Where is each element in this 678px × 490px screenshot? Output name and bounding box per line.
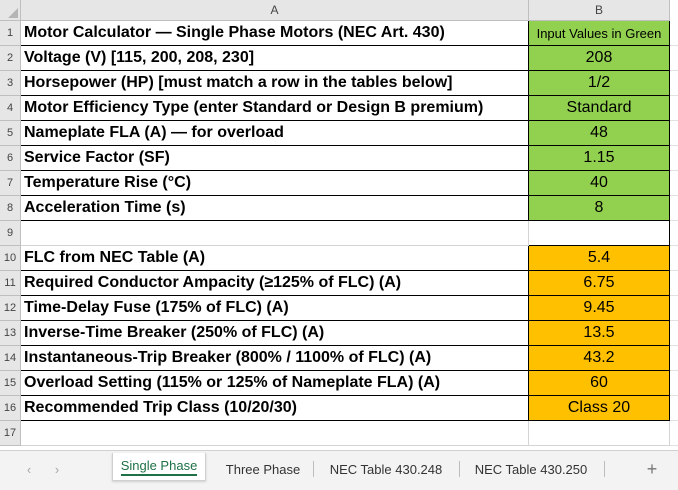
label-cell[interactable]: Overload Setting (115% or 125% of Nameplate FLA) (A) bbox=[21, 371, 529, 396]
table-row bbox=[0, 421, 678, 446]
input-value-cell[interactable]: Standard bbox=[529, 96, 670, 121]
row-number[interactable]: 14 bbox=[0, 346, 21, 371]
row-number[interactable]: 1 bbox=[0, 21, 21, 46]
row-number[interactable]: 6 bbox=[0, 146, 21, 171]
label-cell[interactable]: Service Factor (SF) bbox=[21, 146, 529, 171]
value-cell[interactable] bbox=[529, 421, 670, 446]
column-header-row bbox=[0, 0, 678, 21]
label-cell[interactable]: Motor Calculator — Single Phase Motors (NEC Art. 430) bbox=[21, 21, 529, 46]
label-cell[interactable]: Horsepower (HP) [must match a row in the tables below] bbox=[21, 71, 529, 96]
tab-three-phase[interactable] bbox=[220, 457, 306, 481]
input-value-cell[interactable]: 40 bbox=[529, 171, 670, 196]
empty-cell[interactable] bbox=[670, 346, 678, 371]
row-number[interactable]: 10 bbox=[0, 246, 21, 271]
tab-separator bbox=[313, 461, 314, 477]
value-cell[interactable] bbox=[529, 221, 670, 246]
row-number[interactable]: 7 bbox=[0, 171, 21, 196]
chevron-left-icon[interactable]: ‹ bbox=[26, 461, 32, 477]
label-cell[interactable] bbox=[21, 221, 529, 246]
tab-single-phase[interactable] bbox=[112, 453, 206, 481]
input-value-cell[interactable]: 8 bbox=[529, 196, 670, 221]
table-row bbox=[0, 396, 678, 421]
tab-nec-table-430-250[interactable] bbox=[465, 457, 597, 481]
row-number[interactable]: 16 bbox=[0, 396, 21, 421]
table-row bbox=[0, 196, 678, 221]
chevron-right-icon[interactable]: › bbox=[54, 461, 60, 477]
label-cell[interactable]: Nameplate FLA (A) — for overload bbox=[21, 121, 529, 146]
empty-cell[interactable] bbox=[670, 371, 678, 396]
empty-cell[interactable] bbox=[670, 71, 678, 96]
empty-cell[interactable] bbox=[670, 146, 678, 171]
table-row bbox=[0, 271, 678, 296]
label-cell[interactable]: Acceleration Time (s) bbox=[21, 196, 529, 221]
output-value-cell[interactable]: 5.4 bbox=[529, 246, 670, 271]
empty-cell[interactable] bbox=[670, 321, 678, 346]
input-value-cell[interactable]: Input Values in Green bbox=[529, 21, 670, 46]
empty-cell[interactable] bbox=[670, 196, 678, 221]
label-cell[interactable]: Time-Delay Fuse (175% of FLC) (A) bbox=[21, 296, 529, 321]
plus-icon[interactable]: + bbox=[646, 458, 658, 479]
empty-cell[interactable] bbox=[670, 221, 678, 246]
table-row bbox=[0, 146, 678, 171]
label-cell[interactable] bbox=[21, 421, 529, 446]
rows-container bbox=[0, 21, 678, 446]
row-number[interactable]: 13 bbox=[0, 321, 21, 346]
table-row bbox=[0, 346, 678, 371]
input-value-cell[interactable]: 1/2 bbox=[529, 71, 670, 96]
empty-cell[interactable] bbox=[670, 271, 678, 296]
row-number[interactable]: 3 bbox=[0, 71, 21, 96]
empty-cell[interactable] bbox=[670, 171, 678, 196]
output-value-cell[interactable]: Class 20 bbox=[529, 396, 670, 421]
tab-separator bbox=[604, 461, 605, 477]
table-row bbox=[0, 246, 678, 271]
empty-cell[interactable] bbox=[670, 246, 678, 271]
label-cell[interactable]: Temperature Rise (°C) bbox=[21, 171, 529, 196]
sheet-tab-bar bbox=[0, 450, 678, 490]
input-value-cell[interactable]: 1.15 bbox=[529, 146, 670, 171]
tab-label: NEC Table 430.248 bbox=[329, 461, 443, 477]
output-value-cell[interactable]: 13.5 bbox=[529, 321, 670, 346]
row-number[interactable]: 9 bbox=[0, 221, 21, 246]
table-row bbox=[0, 371, 678, 396]
empty-cell[interactable] bbox=[670, 396, 678, 421]
input-value-cell[interactable]: 48 bbox=[529, 121, 670, 146]
empty-cell[interactable] bbox=[670, 121, 678, 146]
tab-separator bbox=[459, 461, 460, 477]
table-row bbox=[0, 321, 678, 346]
table-row bbox=[0, 46, 678, 71]
empty-cell[interactable] bbox=[670, 21, 678, 46]
row-number[interactable]: 15 bbox=[0, 371, 21, 396]
empty-cell[interactable] bbox=[670, 96, 678, 121]
output-value-cell[interactable]: 43.2 bbox=[529, 346, 670, 371]
row-number[interactable]: 12 bbox=[0, 296, 21, 321]
label-cell[interactable]: Instantaneous-Trip Breaker (800% / 1100% of FLC) (A) bbox=[21, 346, 529, 371]
select-all-corner[interactable] bbox=[0, 0, 21, 21]
table-row bbox=[0, 21, 678, 46]
table-row bbox=[0, 71, 678, 96]
table-row bbox=[0, 221, 678, 246]
row-number[interactable]: 2 bbox=[0, 46, 21, 71]
column-header-a[interactable]: A bbox=[21, 0, 529, 21]
empty-cell[interactable] bbox=[670, 421, 678, 446]
tab-label: Single Phase bbox=[121, 458, 198, 476]
output-value-cell[interactable]: 60 bbox=[529, 371, 670, 396]
table-row bbox=[0, 296, 678, 321]
row-number[interactable]: 8 bbox=[0, 196, 21, 221]
row-number[interactable]: 17 bbox=[0, 421, 21, 446]
column-header-b[interactable]: B bbox=[529, 0, 670, 21]
table-row bbox=[0, 121, 678, 146]
tab-nec-table-430-248[interactable] bbox=[320, 457, 452, 481]
label-cell[interactable]: Inverse-Time Breaker (250% of FLC) (A) bbox=[21, 321, 529, 346]
label-cell[interactable]: Required Conductor Ampacity (≥125% of FLC) (A) bbox=[21, 271, 529, 296]
label-cell[interactable]: Recommended Trip Class (10/20/30) bbox=[21, 396, 529, 421]
output-value-cell[interactable]: 9.45 bbox=[529, 296, 670, 321]
label-cell[interactable]: Motor Efficiency Type (enter Standard or Design B premium) bbox=[21, 96, 529, 121]
table-row bbox=[0, 96, 678, 121]
tab-label: Three Phase bbox=[225, 461, 301, 477]
input-value-cell[interactable]: 208 bbox=[529, 46, 670, 71]
row-number[interactable]: 4 bbox=[0, 96, 21, 121]
label-cell[interactable]: Voltage (V) [115, 200, 208, 230] bbox=[21, 46, 529, 71]
row-number[interactable]: 5 bbox=[0, 121, 21, 146]
output-value-cell[interactable]: 6.75 bbox=[529, 271, 670, 296]
row-number[interactable]: 11 bbox=[0, 271, 21, 296]
empty-cell[interactable] bbox=[670, 296, 678, 321]
tab-label: NEC Table 430.250 bbox=[474, 461, 588, 477]
empty-cell[interactable] bbox=[670, 46, 678, 71]
label-cell[interactable]: FLC from NEC Table (A) bbox=[21, 246, 529, 271]
table-row bbox=[0, 171, 678, 196]
